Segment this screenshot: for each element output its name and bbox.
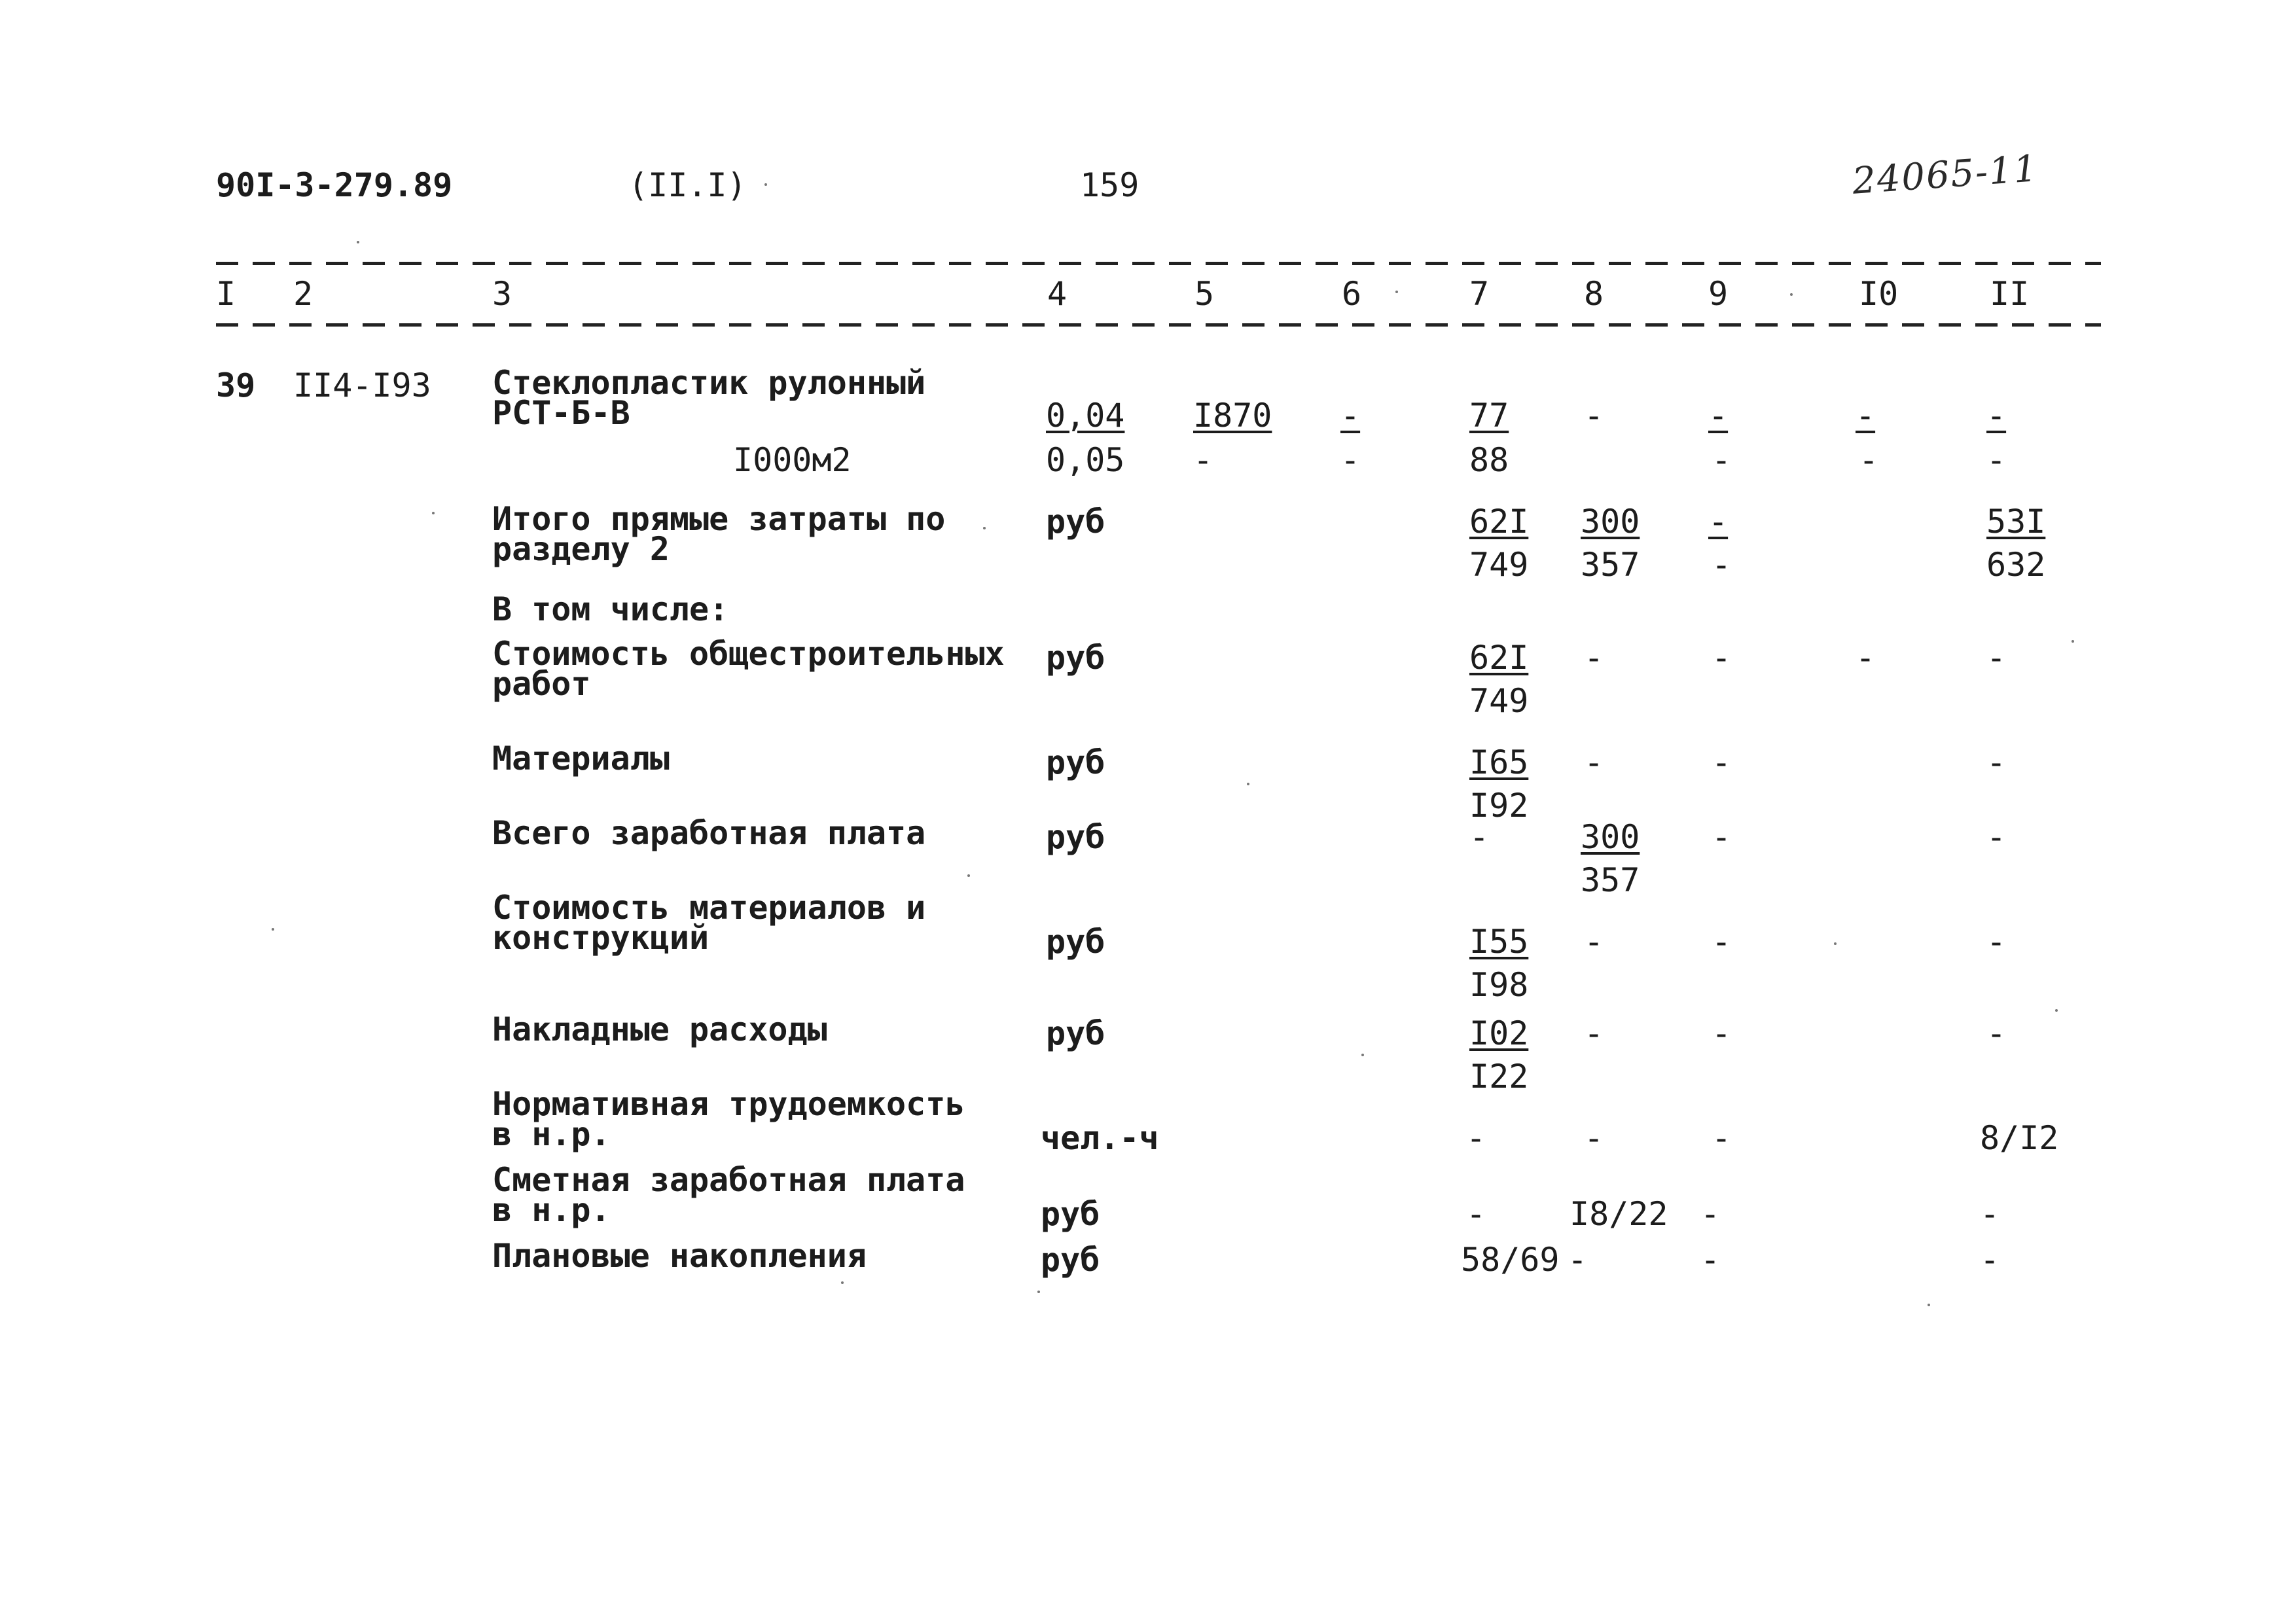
cell-col7: 88 xyxy=(1469,441,1509,479)
row-description: Сметная заработная плата в н.р. xyxy=(492,1161,965,1229)
cell-col9: - xyxy=(1700,1195,1721,1233)
column-header-4: 4 xyxy=(1047,275,1067,313)
row-description: Всего заработная плата xyxy=(492,814,926,852)
cell-col11: - xyxy=(1980,1195,2000,1233)
cell-col11: - xyxy=(1986,743,2007,781)
row-number: 39 xyxy=(216,366,256,404)
cell-col9: - xyxy=(1712,441,1732,479)
row-description: Стоимость материалов и конструкций xyxy=(492,889,926,957)
cell-col9: - xyxy=(1712,743,1732,781)
row-description: Накладные расходы xyxy=(492,1010,827,1048)
cell-col11: - xyxy=(1986,1014,2007,1052)
cell-col4: руб xyxy=(1041,1241,1100,1279)
row-description: Нормативная трудоемкость в н.р. xyxy=(492,1085,965,1153)
cell-col8-bottom: 357 xyxy=(1581,861,1640,899)
header-top-rule xyxy=(216,262,2101,265)
cell-col8-top: 300 xyxy=(1581,503,1640,541)
row-unit: I000м2 xyxy=(733,441,852,479)
cell-col5: - xyxy=(1193,441,1213,479)
cell-col11: 8/I2 xyxy=(1980,1119,2059,1157)
cell-col7: 77 xyxy=(1469,397,1509,435)
cell-col9: - xyxy=(1700,1241,1721,1279)
cell-col4: руб xyxy=(1046,743,1105,781)
column-header-11: II xyxy=(1990,275,2030,313)
cell-col7: - xyxy=(1469,818,1490,856)
cell-col8: - xyxy=(1584,639,1604,677)
column-header-2: 2 xyxy=(293,275,314,313)
page-number: 159 xyxy=(1080,166,1139,204)
row-description: Итого прямые затраты по разделу 2 xyxy=(492,500,946,568)
section-subheading: В том числе: xyxy=(492,590,729,628)
cell-col8: - xyxy=(1568,1241,1588,1279)
cell-col6: - xyxy=(1340,397,1361,435)
cell-col4: руб xyxy=(1041,1195,1100,1233)
cell-col9: - xyxy=(1712,1014,1732,1052)
cell-col8-top: 300 xyxy=(1581,818,1640,856)
cell-col7-bottom: I98 xyxy=(1469,966,1529,1004)
cell-col7-top: I55 xyxy=(1469,923,1529,961)
row-description: Плановые накопления xyxy=(492,1237,867,1275)
column-header-5: 5 xyxy=(1194,275,1215,313)
cell-col8: - xyxy=(1584,743,1604,781)
handwritten-stamp: 24065-11 xyxy=(1851,147,2040,203)
cell-col10: - xyxy=(1856,397,1876,435)
row-code: II4-I93 xyxy=(293,366,431,404)
cell-col4: руб xyxy=(1046,923,1105,961)
column-header-3: 3 xyxy=(492,275,512,313)
cell-col7-top: 62I xyxy=(1469,503,1529,541)
row-description: Стоимость общестроительных работ xyxy=(492,635,1005,703)
cell-col7: - xyxy=(1466,1195,1486,1233)
column-header-7: 7 xyxy=(1469,275,1490,313)
cell-col7-bottom: 749 xyxy=(1469,682,1529,720)
row-description: Стеклопластик рулонный РСТ-Б-В xyxy=(492,364,926,432)
cell-col8: - xyxy=(1584,397,1604,435)
cell-col9: - xyxy=(1708,397,1729,435)
cell-col11: - xyxy=(1986,923,2007,961)
cell-col8: - xyxy=(1584,1119,1604,1157)
cell-col4: руб xyxy=(1046,503,1105,541)
column-header-10: I0 xyxy=(1859,275,1899,313)
cell-col9: - xyxy=(1712,1119,1732,1157)
cell-col4: 0,04 xyxy=(1046,397,1125,435)
row-description: Материалы xyxy=(492,740,670,777)
cell-col11-top: 53I xyxy=(1986,503,2046,541)
cell-col11: - xyxy=(1980,1241,2000,1279)
cell-col11: - xyxy=(1986,639,2007,677)
cell-col7-bottom: I22 xyxy=(1469,1058,1529,1096)
cell-col9: - xyxy=(1712,818,1732,856)
cell-col11: - xyxy=(1986,441,2007,479)
column-header-9: 9 xyxy=(1708,275,1729,313)
cell-col4: руб xyxy=(1046,818,1105,856)
cell-col9-bottom: - xyxy=(1712,546,1732,584)
cell-col7: 58/69 xyxy=(1461,1241,1560,1279)
cell-col6: - xyxy=(1340,441,1361,479)
cell-col9: - xyxy=(1712,639,1732,677)
cell-col7-bottom: I92 xyxy=(1469,787,1529,825)
document-code: 90I-3-279.89 xyxy=(216,166,453,204)
cell-col9-top: - xyxy=(1708,503,1729,541)
cell-col9: - xyxy=(1712,923,1732,961)
cell-col7: - xyxy=(1466,1119,1486,1157)
column-header-6: 6 xyxy=(1342,275,1362,313)
cell-col11: - xyxy=(1986,397,2007,435)
cell-col4: чел.-ч xyxy=(1041,1119,1159,1157)
cell-col11-bottom: 632 xyxy=(1986,546,2046,584)
cell-col4: 0,05 xyxy=(1046,441,1125,479)
cell-col4: руб xyxy=(1046,639,1105,677)
cell-col5: I870 xyxy=(1193,397,1272,435)
header-bottom-rule xyxy=(216,323,2101,327)
cell-col10: - xyxy=(1859,441,1879,479)
column-header-1: I xyxy=(216,275,236,313)
cell-col7-top: I02 xyxy=(1469,1014,1529,1052)
cell-col11: - xyxy=(1986,818,2007,856)
cell-col8: I8/22 xyxy=(1570,1195,1668,1233)
cell-col4: руб xyxy=(1046,1014,1105,1052)
cell-col7-bottom: 749 xyxy=(1469,546,1529,584)
column-header-8: 8 xyxy=(1584,275,1604,313)
cell-col8-bottom: 357 xyxy=(1581,546,1640,584)
section-number: (II.I) xyxy=(628,166,747,204)
cell-col7-top: I65 xyxy=(1469,743,1529,781)
cell-col7-top: 62I xyxy=(1469,639,1529,677)
cell-col10: - xyxy=(1856,639,1876,677)
cell-col8: - xyxy=(1584,923,1604,961)
cell-col8: - xyxy=(1584,1014,1604,1052)
